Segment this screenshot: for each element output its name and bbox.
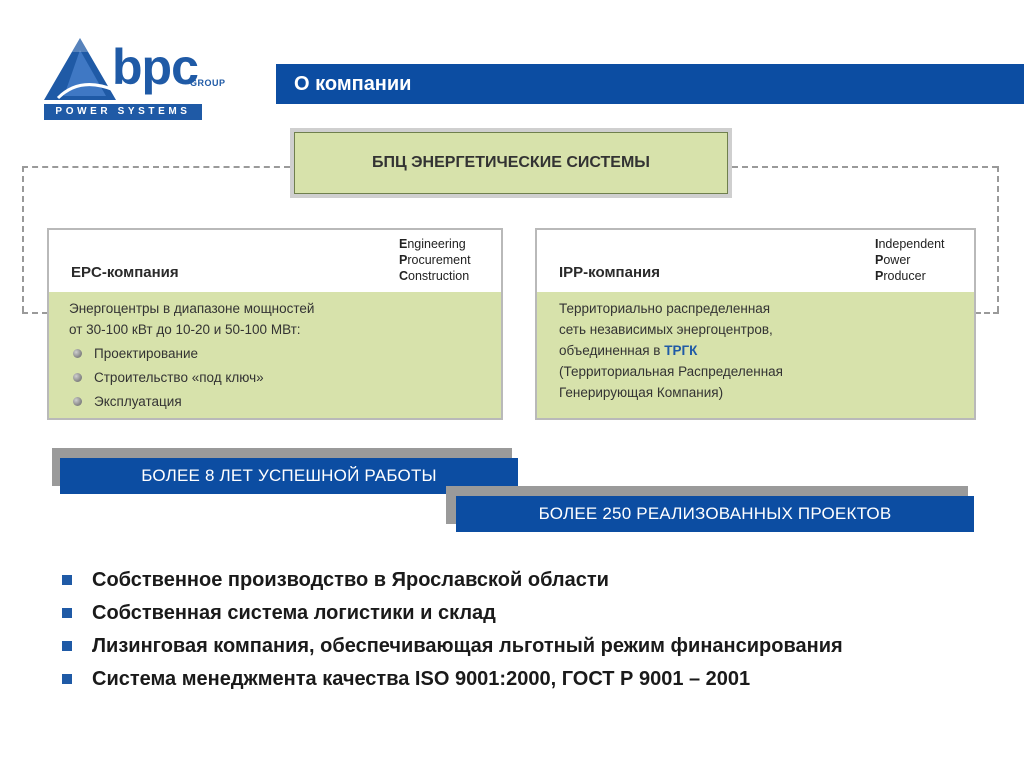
banner-years: БОЛЕЕ 8 ЛЕТ УСПЕШНОЙ РАБОТЫ (60, 458, 518, 494)
bullet-icon (73, 373, 82, 382)
ipp-card-header (537, 230, 974, 292)
ipp-line-prefix: объединенная в (559, 343, 661, 358)
ipp-card (535, 228, 976, 420)
ipp-line: сеть независимых энергоцентров, (559, 322, 773, 337)
connector-left-top (22, 166, 290, 168)
logo-group-label: GROUP (190, 78, 226, 88)
list-item: Лизинговая компания, обеспечивающая льготный режим финансирования (60, 634, 882, 659)
company-logo (40, 36, 226, 122)
acronym-initial: P (875, 269, 884, 283)
epc-card (47, 228, 503, 420)
facts-list (60, 568, 1000, 700)
epc-bullet (69, 391, 501, 412)
epc-intro-line: Энергоцентры в диапазоне мощностей (69, 301, 315, 316)
group-title: БПЦ ЭНЕРГЕТИЧЕСКИЕ СИСТЕМЫ (294, 132, 728, 194)
logo-tagline: POWER SYSTEMS (44, 104, 202, 120)
connector-left-vertical (22, 166, 24, 312)
list-item: Собственная система логистики и склад (60, 601, 1000, 626)
acronym-rest: ower (883, 253, 911, 267)
acronym-rest: roducer (883, 269, 926, 283)
epc-card-header (49, 230, 501, 292)
ipp-line: Генерирующая Компания) (559, 385, 724, 400)
epc-intro-line: от 30-100 кВт до 10-20 и 50-100 МВт: (69, 322, 301, 337)
ipp-heading: IPP-компания (559, 264, 660, 281)
acronym-rest: rocurement (407, 253, 471, 267)
epc-acronym (399, 236, 471, 284)
ipp-line: Территориально распределенная (559, 301, 771, 316)
ipp-description (537, 292, 974, 418)
group-title-box (290, 128, 732, 198)
acronym-initial: P (399, 253, 408, 267)
acronym-rest: onstruction (408, 269, 470, 283)
connector-right-top (732, 166, 998, 168)
connector-left-bottom (22, 312, 48, 314)
ipp-acronym (875, 236, 945, 284)
epc-description (49, 292, 501, 418)
acronym-initial: I (875, 237, 879, 251)
page-title: О компании (294, 73, 412, 95)
ipp-line (559, 340, 974, 361)
acronym-rest: ndependent (878, 237, 945, 251)
epc-bullet-text: Строительство «под ключ» (94, 370, 264, 385)
logo-wordmark: bpc (112, 39, 198, 95)
list-item: Система менеджмента качества ISO 9001:2000, ГОСТ Р 9001 – 2001 (60, 667, 1000, 692)
epc-bullet-text: Проектирование (94, 346, 199, 361)
ipp-line: (Территориальная Распределенная (559, 364, 783, 379)
acronym-rest: ngineering (407, 237, 466, 251)
epc-bullet-text: Эксплуатация (94, 394, 182, 409)
acronym-initial: P (875, 253, 884, 267)
acronym-initial: E (399, 237, 408, 251)
banner-projects: БОЛЕЕ 250 РЕАЛИЗОВАННЫХ ПРОЕКТОВ (456, 496, 974, 532)
epc-bullet (69, 367, 501, 388)
connector-right-bottom (975, 312, 999, 314)
list-item: Собственное производство в Ярославской области (60, 568, 1000, 593)
trgk-highlight: ТРГК (664, 343, 698, 358)
bullet-icon (73, 349, 82, 358)
epc-bullet (69, 343, 501, 364)
bullet-icon (73, 397, 82, 406)
acronym-initial: C (399, 269, 409, 283)
epc-heading: EPC-компания (71, 264, 179, 281)
connector-right-vertical (997, 166, 999, 312)
header-bar (276, 64, 1024, 104)
